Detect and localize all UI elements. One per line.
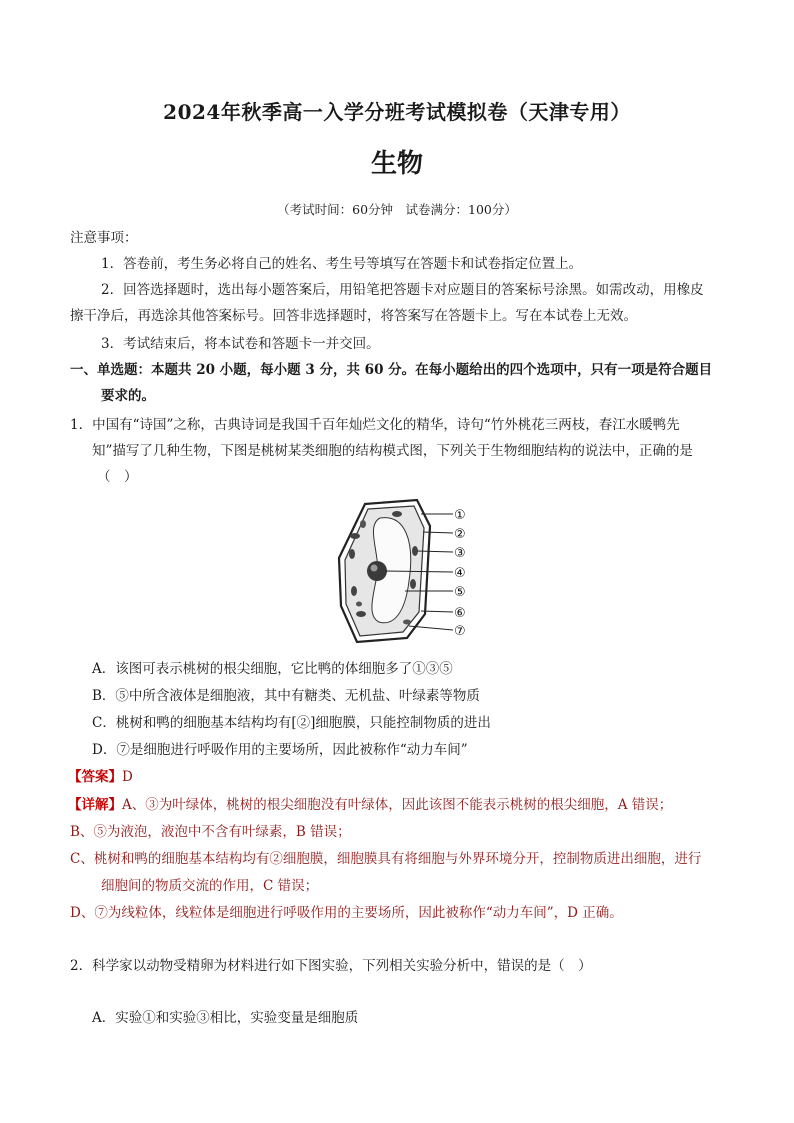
nucleus-shape: [367, 561, 387, 581]
notice-item-3: 3．考试结束后，将本试卷和答题卡一并交回。: [101, 336, 380, 352]
notice-heading: 注意事项：: [70, 230, 138, 246]
section-heading-line-2: 要求的。: [101, 388, 155, 404]
q1-detail-c-line-2: 细胞间的物质交流的作用，C 错误；: [101, 878, 319, 894]
label-6: ⑥: [454, 606, 466, 621]
label-4: ④: [454, 566, 466, 581]
q1-option-b: B．⑤中所含液体是细胞液，其中有糖类、无机盐、叶绿素等物质: [92, 688, 480, 704]
exam-title: 2024年秋季高一入学分班考试模拟卷（天津专用）: [163, 100, 631, 124]
q1-option-a: A．该图可表示桃树的根尖细胞，它比鸭的体细胞多了①③⑤: [92, 661, 453, 677]
q1-stem-line-1: 1．中国有“诗国”之称，古典诗词是我国千百年灿烂文化的精华，诗句“竹外桃花三两枝，春江水暖鸭先: [70, 417, 680, 433]
detail-tag: 【详解】: [68, 797, 122, 813]
q1-answer: [68, 767, 133, 787]
q1-option-c: C．桃树和鸭的细胞基本结构均有[②]细胞膜，只能控制物质的进出: [92, 715, 491, 731]
label-2: ②: [454, 527, 466, 542]
plant-cell-diagram: [335, 496, 475, 646]
notice-item-2-line-1: 2．回答选择题时，选出每小题答案后，用铅笔把答题卡对应题目的答案标号涂黑。如需改动，用橡皮: [101, 282, 704, 298]
notice-item-2-line-2: 擦干净后，再选涂其他答案标号。回答非选择题时，将答案写在答题卡上。写在本试卷上无效。: [70, 308, 637, 324]
label-7: ⑦: [454, 624, 466, 639]
q1-detail-d: D、⑦为线粒体，线粒体是细胞进行呼吸作用的主要场所，因此被称作“动力车间”，D 正确。: [70, 905, 623, 921]
exam-meta: （考试时间：60分钟 试卷满分：100分）: [277, 202, 517, 217]
notice-item-1: 1．答卷前，考生务必将自己的姓名、考生号等填写在答题卡和试卷指定位置上。: [101, 256, 583, 272]
label-1: ①: [454, 508, 466, 523]
q1-stem-line-2: 知”描写了几种生物，下图是桃树某类细胞的结构模式图，下列关于生物细胞结构的说法中，正确的是: [92, 443, 693, 459]
subject-title: 生物: [370, 149, 423, 179]
detail-a-text: A、③为叶绿体，桃树的根尖细胞没有叶绿体，因此该图不能表示桃树的根尖细胞，A 错误；: [122, 797, 673, 813]
q1-detail-a: [68, 795, 672, 815]
answer-tag: 【答案】: [68, 769, 122, 785]
answer-value: D: [122, 769, 133, 785]
q1-detail-c-line-1: C、桃树和鸭的细胞基本结构均有②细胞膜，细胞膜具有将细胞与外界环境分开，控制物质进出细胞，进行: [70, 851, 702, 867]
label-5: ⑤: [454, 585, 466, 600]
q1-stem-line-3: （ ）: [97, 469, 138, 485]
label-3: ③: [454, 546, 466, 561]
q2-option-a: A．实验①和实验③相比，实验变量是细胞质: [92, 1010, 359, 1026]
section-heading-line-1: 一、单选题：本题共 20 小题，每小题 3 分，共 60 分。在每小题给出的四个选项中，只有一项是符合题目: [70, 362, 713, 378]
q1-detail-b: B、⑤为液泡，液泡中不含有叶绿素，B 错误；: [70, 824, 351, 840]
q1-option-d: D．⑦是细胞进行呼吸作用的主要场所，因此被称作“动力车间”: [92, 742, 468, 758]
q2-stem: 2．科学家以动物受精卵为材料进行如下图实验，下列相关实验分析中，错误的是（ ）: [70, 958, 592, 974]
